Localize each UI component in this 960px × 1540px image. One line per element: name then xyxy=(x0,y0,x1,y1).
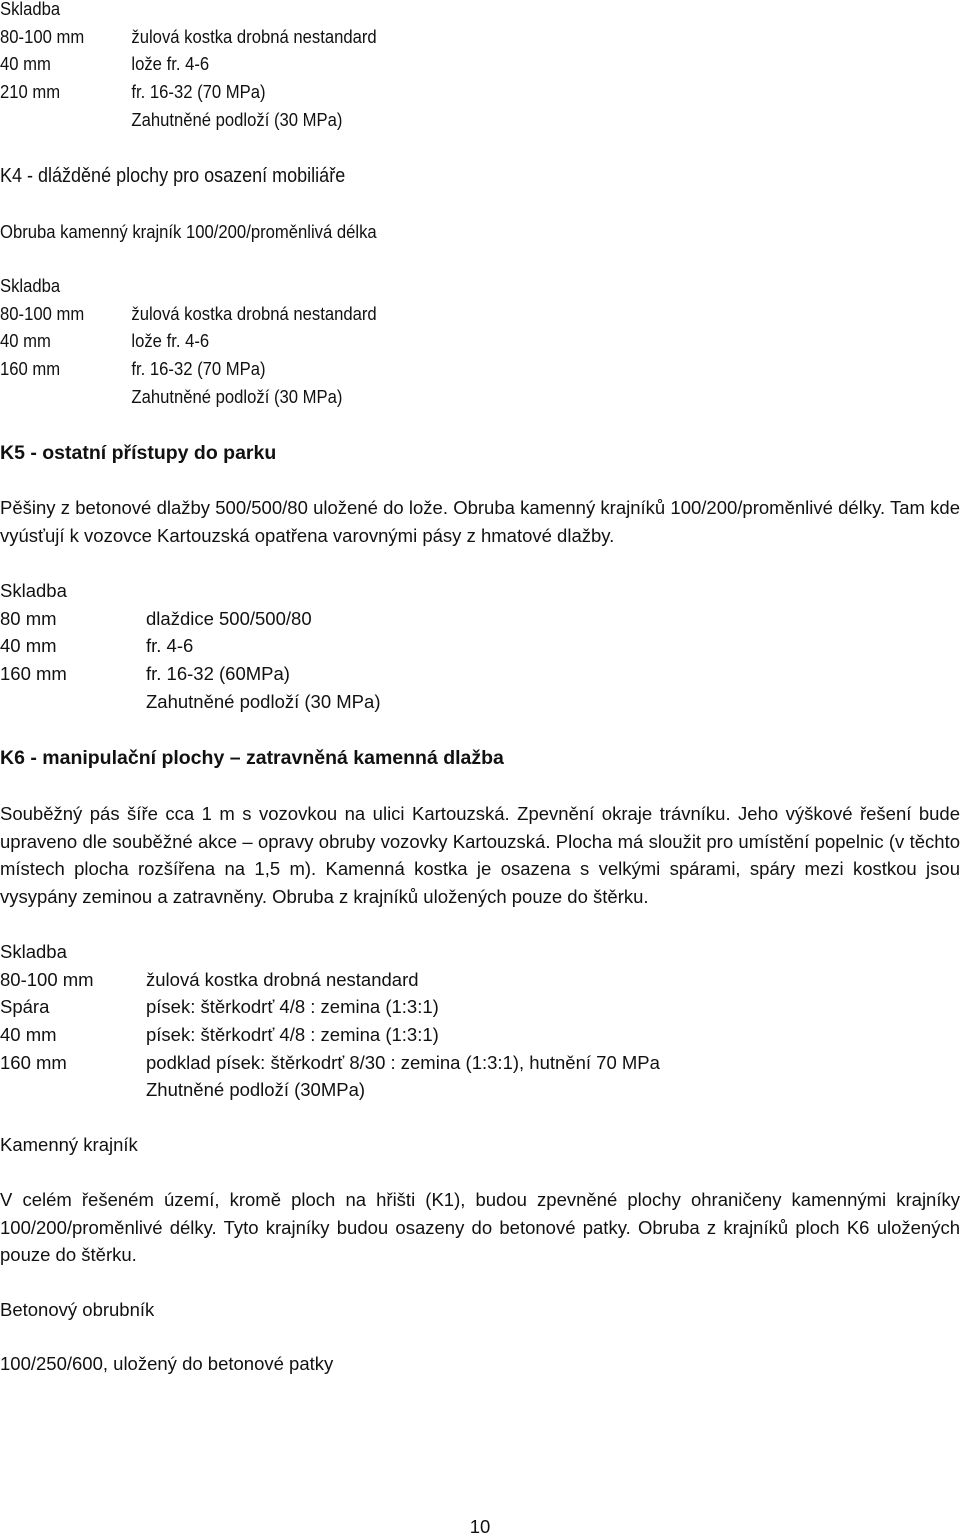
k4-title: K4 - dlážděné plochy pro osazení mobiliáře xyxy=(0,165,346,187)
spec-heading: Skladba xyxy=(0,580,67,601)
spec-row: 40 mm fr. 4-6 xyxy=(0,635,194,657)
k4-spec xyxy=(0,272,377,410)
spec-row: Spára písek: štěrkodrť 4/8 : zemina (1:3:1) xyxy=(0,996,439,1018)
k6-title: K6 - manipulační plochy – zatravněná kamenná dlažba xyxy=(0,747,504,769)
spec-row: 80-100 mm žulová kostka drobná nestandard xyxy=(0,25,377,47)
spec-row: 80-100 mm žulová kostka drobná nestandard xyxy=(0,302,377,324)
spec-heading: Skladba xyxy=(0,0,61,19)
spec-row: 160 mm podklad písek: štěrkodrť 8/30 : zemina (1:3:1), hutnění 70 MPa xyxy=(0,1051,660,1073)
spec-heading: Skladba xyxy=(0,275,61,296)
page-number: 10 xyxy=(469,1516,491,1537)
spec-row: 160 mm fr. 16-32 (70 MPa) xyxy=(0,358,266,380)
betonovy-obrubnik-text: 100/250/600, uložený do betonové patky xyxy=(0,1353,334,1374)
spec-row: 40 mm písek: štěrkodrť 4/8 : zemina (1:3:1) xyxy=(0,1024,439,1046)
spec-row: Zahutněné podloží (30 MPa) xyxy=(146,690,381,712)
spec-row: Zahutněné podloží (30 MPa) xyxy=(131,385,343,407)
spec-heading: Skladba xyxy=(0,941,67,962)
kamenny-krajnik-title: Kamenný krajník xyxy=(0,1134,138,1155)
k5-spec xyxy=(0,577,380,715)
top-spec xyxy=(0,0,377,133)
k4-edge-text: Obruba kamenný krajník 100/200/proměnlivá délka xyxy=(0,221,377,242)
spec-row: 80 mm dlaždice 500/500/80 xyxy=(0,607,312,629)
spec-row: Zahutněné podloží (30 MPa) xyxy=(131,108,343,130)
spec-row: 40 mm lože fr. 4-6 xyxy=(0,53,210,75)
spec-row: 40 mm lože fr. 4-6 xyxy=(0,330,210,352)
spec-row: Zhutněné podloží (30MPa) xyxy=(146,1079,366,1101)
kamenny-krajnik-paragraph: V celém řešeném území, kromě ploch na hřišti (K1), budou zpevněné plochy ohraničeny kamennými krajníky 100/200/proměnlivé délky. Tyto krajníky budou osazeny do betonové patky. Obruba z krajníků ploch K6 uložených pouze do štěrku. xyxy=(0,1189,960,1266)
spec-row: 80-100 mm žulová kostka drobná nestandard xyxy=(0,968,419,990)
k6-spec xyxy=(0,938,660,1104)
betonovy-obrubnik-title: Betonový obrubník xyxy=(0,1299,155,1320)
k5-title: K5 - ostatní přístupy do parku xyxy=(0,442,277,464)
spec-row: 210 mm fr. 16-32 (70 MPa) xyxy=(0,81,266,103)
spec-row: 160 mm fr. 16-32 (60MPa) xyxy=(0,663,290,685)
k6-paragraph: Souběžný pás šíře cca 1 m s vozovkou na ulici Kartouzská. Zpevnění okraje trávníku. Jeho výškové řešení bude upraveno dle souběžné akce – opravy obruby vozovky Kartouzská. Plocha má sloužit pro umístění popelnic (v těchto místech plocha rozšířena na 1,5 m). Kamenná kostka je osazena s velkými spárami, spáry mezi kostkou jsou vysypány zeminou a zatravněny. Obruba z krajníků uložených pouze do štěrku. xyxy=(0,803,960,908)
k5-paragraph: Pěšiny z betonové dlažby 500/500/80 uložené do lože. Obruba kamenný krajníků 100/200/proměnlivé délky. Tam kde vyúsťují k vozovce Kartouzská opatřena varovnými pásy z hmatové dlažby. xyxy=(0,497,960,546)
